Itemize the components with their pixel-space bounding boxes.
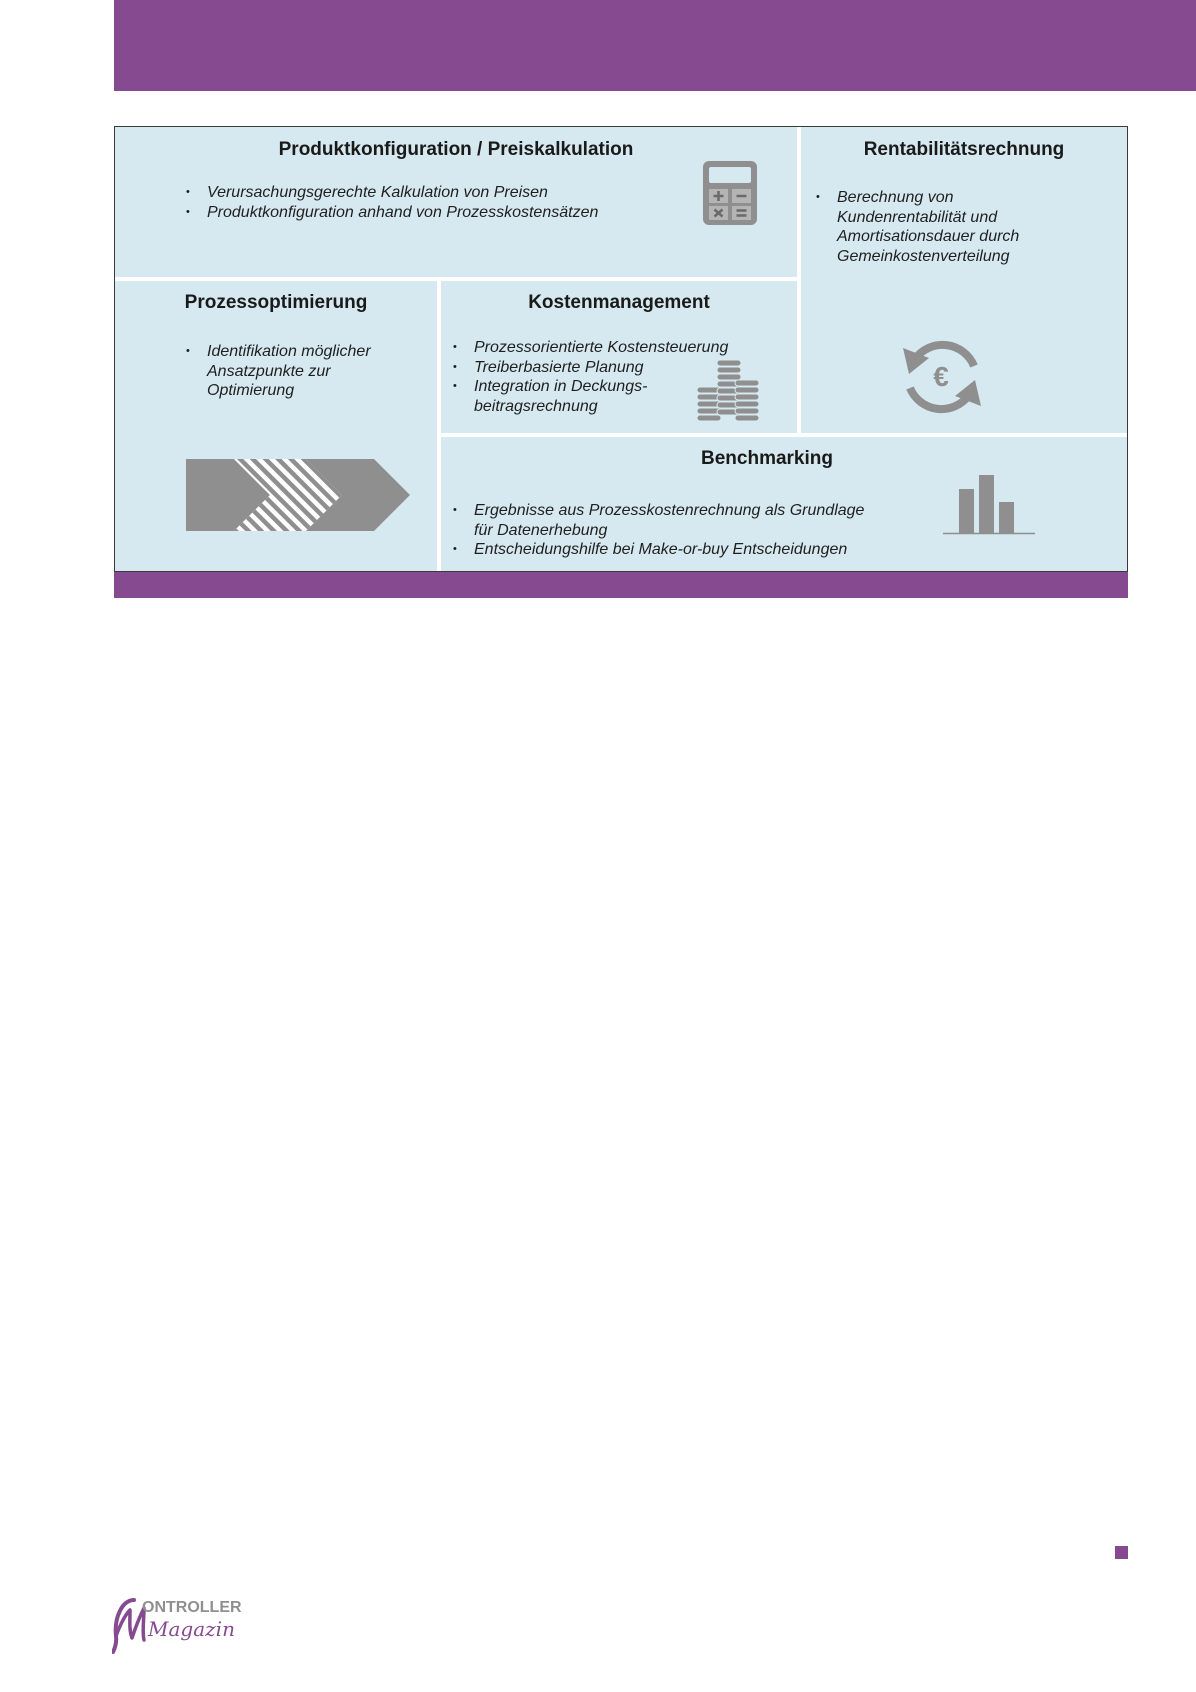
panel-title: Prozessoptimierung <box>184 292 368 313</box>
logo-word-top: ONTROLLER <box>142 1599 242 1616</box>
list-item: • Prozessorientierte Kostensteuerung <box>453 338 753 358</box>
bullet-list <box>816 188 1056 266</box>
bullet-list <box>186 342 416 401</box>
controller-magazin-logo <box>112 1592 262 1654</box>
logo-word-bottom: Magazin <box>148 1617 235 1641</box>
list-item: • Integration in Deckungs-beitragsrechnung <box>453 377 664 416</box>
list-item: • Verursachungsgerechte Kalkulation von Preisen <box>186 183 726 203</box>
coin <box>735 415 759 421</box>
bullet-list <box>186 183 726 222</box>
coin <box>735 380 759 386</box>
coin <box>697 415 721 421</box>
euro-cycle-icon <box>897 332 987 422</box>
end-mark <box>1115 1546 1128 1559</box>
header-band <box>114 0 1196 91</box>
list-item: • Ergebnisse aus Prozesskostenrechnung als Grundlage für Datenerhebung <box>453 501 883 540</box>
panel-title: Produktkonfiguration / Preiskalkulation <box>278 139 634 160</box>
panel-rentabilitaet <box>801 127 1127 433</box>
coin <box>735 401 759 407</box>
panel-produktkonfiguration <box>115 127 797 277</box>
coin-stacks-icon <box>695 357 763 423</box>
calculator-icon <box>703 161 757 225</box>
coin <box>735 394 759 400</box>
panel-title: Rentabilitätsrechnung <box>863 139 1065 160</box>
coin <box>717 374 741 380</box>
list-item: • Produktkonfiguration anhand von Prozesskostensätzen <box>186 203 726 223</box>
euro-symbol: € <box>933 361 949 392</box>
bullet-list <box>453 501 883 560</box>
list-item: • Berechnung von Kundenrentabilität und Amortisationsdauer durch Gemeinkostenverteilung <box>816 188 1056 266</box>
panel-prozessoptimierung <box>115 281 437 571</box>
usage-diagram <box>114 126 1128 572</box>
coin <box>735 408 759 414</box>
panel-title: Benchmarking <box>701 448 833 469</box>
list-item: • Identifikation möglicher Ansatzpunkte zur Optimierung <box>186 342 416 401</box>
bar-chart-icon <box>943 475 1035 535</box>
panel-benchmarking <box>441 437 1127 571</box>
coin <box>717 360 741 366</box>
list-item: • Entscheidungshilfe bei Make-or-buy Entscheidungen <box>453 540 883 560</box>
coin <box>735 387 759 393</box>
panel-kostenmanagement <box>441 281 797 433</box>
list-item: • Treiberbasierte Planung <box>453 358 753 378</box>
footer-band <box>114 572 1128 598</box>
coin <box>717 367 741 373</box>
panel-title: Kostenmanagement <box>528 292 710 313</box>
process-chevrons-icon <box>186 459 410 531</box>
